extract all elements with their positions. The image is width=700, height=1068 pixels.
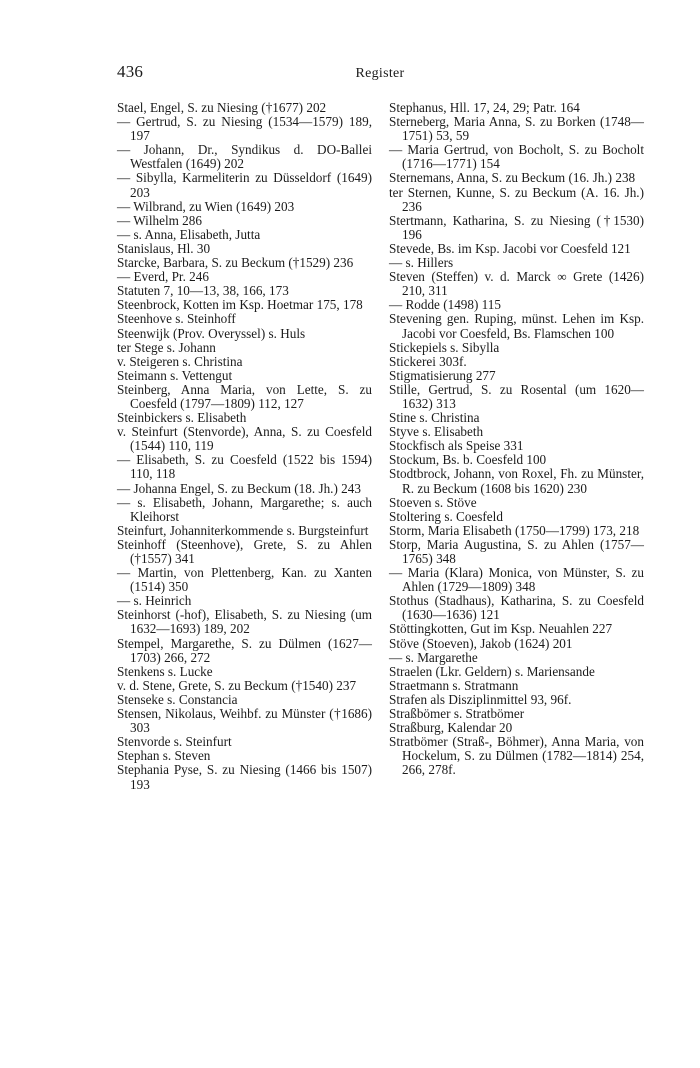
- index-entry: Stockfisch als Speise 331: [389, 438, 524, 454]
- index-entry: Stine s. Christina: [389, 410, 480, 426]
- index-entry: — Gertrud, S. zu Niesing (1534—1579) 189, 197: [117, 114, 372, 144]
- index-entry: Stael, Engel, S. zu Niesing (†1677) 202: [117, 100, 327, 115]
- index-entry: Steven (Steffen) v. d. Marck ∞ Grete (1426) 210, 311: [389, 269, 644, 299]
- index-entry: Starcke, Barbara, S. zu Beckum (†1529) 236: [117, 255, 354, 271]
- index-column-left: [117, 101, 372, 792]
- index-entry: — Sibylla, Karmeliterin zu Düsseldorf (1649) 203: [117, 170, 372, 200]
- index-entry: Stertmann, Katharina, S. zu Niesing (†1530) 196: [389, 212, 644, 242]
- index-entry: — s. Margarethe: [389, 649, 478, 665]
- index-entry: — Maria (Klara) Monica, von Münster, S. zu Ahlen (1729—1809) 348: [389, 565, 644, 595]
- index-entry: Stenseke s. Constancia: [117, 691, 238, 707]
- index-entry: Stoeven s. Stöve: [389, 494, 477, 510]
- index-entry: — Elisabeth, S. zu Coesfeld (1522 bis 1594) 110, 118: [117, 452, 372, 482]
- index-entry: Steenbrock, Kotten im Ksp. Hoetmar 175, 178: [117, 297, 363, 313]
- index-entry: Steinfurt, Johanniterkommende s. Burgsteinfurt: [117, 522, 369, 538]
- index-entry: Stephan s. Steven: [117, 748, 211, 764]
- index-entry: Stevening gen. Ruping, münst. Lehen im Ksp. Jacobi vor Coesfeld, Bs. Flamschen 100: [389, 311, 644, 341]
- index-entry: — Maria Gertrud, von Bocholt, S. zu Bocholt (1716—1771) 154: [389, 142, 644, 172]
- index-entry: Stenkens s. Lucke: [117, 663, 213, 679]
- index-entry: Stodtbrock, Johann, von Roxel, Fh. zu Münster, R. zu Beckum (1608 bis 1620) 230: [389, 466, 644, 496]
- index-entry: — Rodde (1498) 115: [389, 297, 501, 313]
- index-entry: Sternemans, Anna, S. zu Beckum (16. Jh.) 238: [389, 170, 636, 186]
- index-entry: — Johanna Engel, S. zu Beckum (18. Jh.) 243: [117, 480, 361, 496]
- index-entry: Stempel, Margarethe, S. zu Dülmen (1627—1703) 266, 272: [117, 635, 372, 665]
- index-entry: — s. Hillers: [389, 255, 454, 271]
- index-entry: Stanislaus, Hl. 30: [117, 240, 211, 256]
- index-entry: Steinhorst (-hof), Elisabeth, S. zu Niesing (um 1632—1693) 189, 202: [117, 607, 372, 637]
- index-entry: Straetmann s. Stratmann: [389, 677, 519, 693]
- index-entry: Stockum, Bs. b. Coesfeld 100: [389, 452, 547, 468]
- index-entry: Stenvorde s. Steinfurt: [117, 734, 232, 750]
- index-entry: Steinhoff (Steenhove), Grete, S. zu Ahlen (†1557) 341: [117, 536, 372, 566]
- index-entry: Straßbömer s. Stratbömer: [389, 706, 525, 722]
- index-entry: ter Sternen, Kunne, S. zu Beckum (A. 16. Jh.) 236: [389, 184, 644, 214]
- index-entry: ter Stege s. Johann: [117, 339, 216, 355]
- index-entry: Strafen als Disziplinmittel 93, 96f.: [389, 691, 572, 707]
- index-entry: Stöve (Stoeven), Jakob (1624) 201: [389, 635, 573, 651]
- index-entry: Steimann s. Vettengut: [117, 367, 233, 383]
- index-entry: Sterneberg, Maria Anna, S. zu Borken (1748—1751) 53, 59: [389, 114, 644, 144]
- index-entry: Steenhove s. Steinhoff: [117, 311, 236, 327]
- index-entry: Stothus (Stadhaus), Katharina, S. zu Coesfeld (1630—1636) 121: [389, 593, 644, 623]
- index-entry: Stephanus, Hll. 17, 24, 29; Patr. 164: [389, 100, 580, 115]
- index-entry: Stensen, Nikolaus, Weihbf. zu Münster (†1686) 303: [117, 706, 372, 736]
- index-entry: Steinberg, Anna Maria, von Lette, S. zu Coesfeld (1797—1809) 112, 127: [117, 381, 372, 411]
- index-entry: — Wilhelm 286: [117, 212, 202, 228]
- index-entry: — s. Elisabeth, Johann, Margarethe; s. auch Kleihorst: [117, 494, 372, 524]
- index-entry: — s. Anna, Elisabeth, Jutta: [117, 226, 261, 242]
- page-number: 436: [117, 62, 144, 81]
- index-entry: — Martin, von Plettenberg, Kan. zu Xanten (1514) 350: [117, 565, 372, 595]
- running-header: Register: [355, 66, 405, 81]
- index-entry: v. d. Stene, Grete, S. zu Beckum (†1540) 237: [117, 677, 357, 693]
- index-entry: — Johann, Dr., Syndikus d. DO-Ballei Westfalen (1649) 202: [117, 142, 372, 172]
- index-entry: Steinbickers s. Elisabeth: [117, 410, 247, 426]
- index-entry: Stigmatisierung 277: [389, 367, 496, 383]
- index-entry: Stickerei 303f.: [389, 353, 467, 369]
- index-entry: Stöttingkotten, Gut im Ksp. Neuahlen 227: [389, 621, 613, 637]
- index-entry: Styve s. Elisabeth: [389, 424, 484, 440]
- index-entry: Straßburg, Kalendar 20: [389, 720, 513, 736]
- index-entry: v. Steinfurt (Stenvorde), Anna, S. zu Coesfeld (1544) 110, 119: [117, 424, 372, 454]
- index-entry: — s. Heinrich: [117, 593, 192, 609]
- index-entry: Storm, Maria Elisabeth (1750—1799) 173, 218: [389, 522, 640, 538]
- index-entry: Steenwijk (Prov. Overyssel) s. Huls: [117, 325, 306, 341]
- index-entry: Stille, Gertrud, S. zu Rosental (um 1620—1632) 313: [389, 381, 644, 411]
- index-entry: v. Steigeren s. Christina: [117, 353, 243, 369]
- index-entry: Stephania Pyse, S. zu Niesing (1466 bis 1507) 193: [117, 762, 372, 792]
- index-entry: Stevede, Bs. im Ksp. Jacobi vor Coesfeld 121: [389, 240, 631, 256]
- index-entry: Stratbömer (Straß-, Böhmer), Anna Maria, von Hockelum, S. zu Dülmen (1782—1814) 254, 266, 278f.: [389, 734, 644, 778]
- index-column-right: [389, 101, 644, 778]
- index-entry: Stickepiels s. Sibylla: [389, 339, 500, 355]
- index-entry: — Everd, Pr. 246: [117, 269, 209, 285]
- index-entry: — Wilbrand, zu Wien (1649) 203: [117, 198, 295, 214]
- index-entry: Storp, Maria Augustina, S. zu Ahlen (1757—1765) 348: [389, 536, 644, 566]
- index-entry: Stoltering s. Coesfeld: [389, 508, 503, 524]
- index-entry: Straelen (Lkr. Geldern) s. Mariensande: [389, 663, 595, 679]
- index-entry: Statuten 7, 10—13, 38, 166, 173: [117, 283, 289, 299]
